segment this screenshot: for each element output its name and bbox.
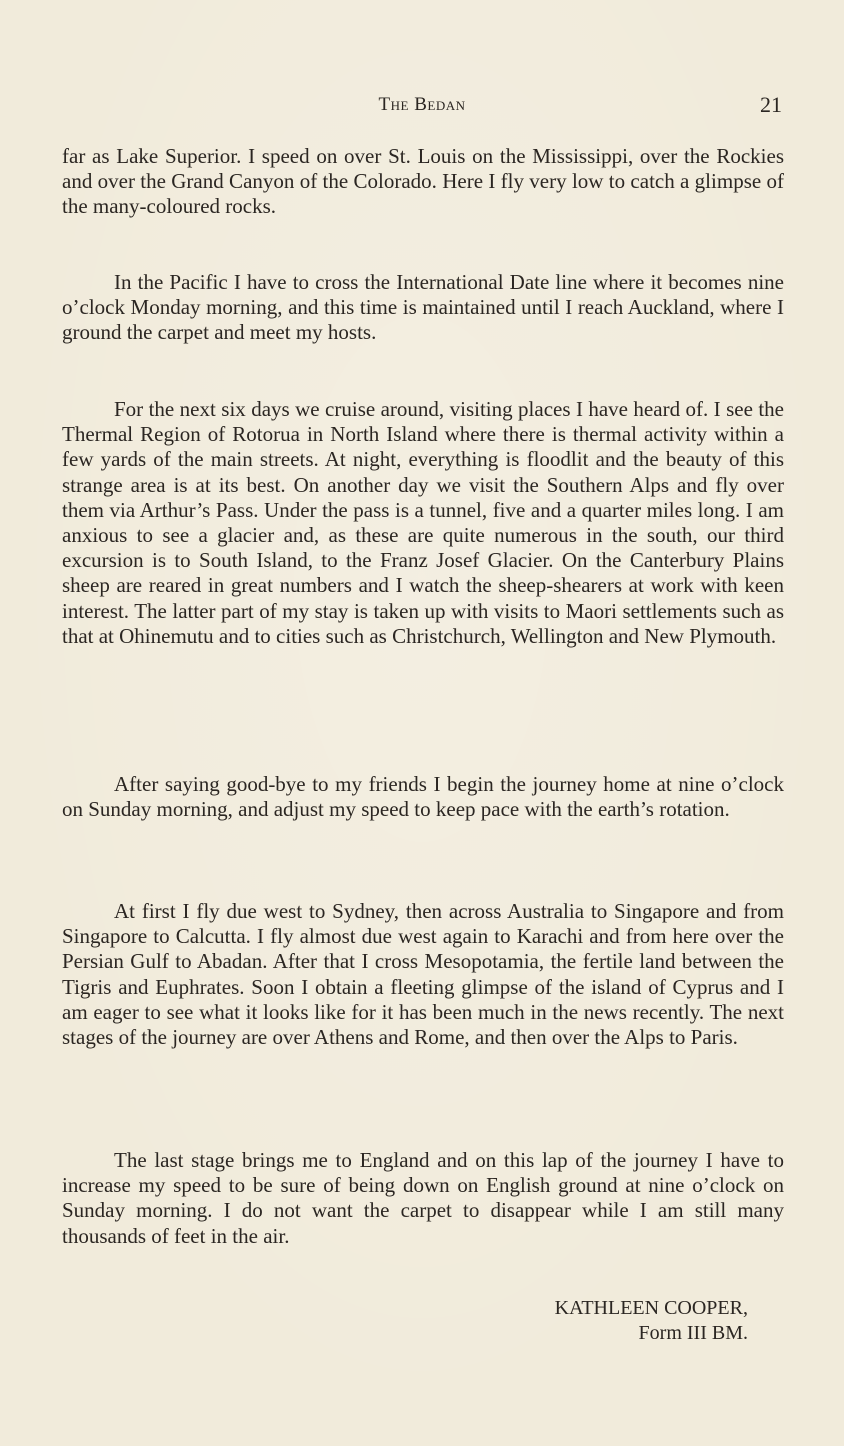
paragraph-first-west: At first I fly due west to Sydney, then across Australia to Singapore and from Singapore to Calcutta. I fly almost due west again to Karachi and from here over the Persian Gulf to Abadan. After that I cross Mesopotamia, the fertile land between the Tigris and Euphrates. Soon I obtain a fleeting glimpse of the island of Cyprus and I am eager to see what it looks like for it has been much in the news recently. The next stages of the journey are over Athens and Rome, and then over the Alps to Paris. — [62, 899, 784, 1050]
paragraph-pacific: In the Pacific I have to cross the International Date line where it becomes nine o’clock Monday morning, and this time is maintained until I reach Auckland, where I ground the carpet and meet my hosts. — [62, 270, 784, 345]
author-form: Form III BM. — [638, 1322, 748, 1344]
paragraph-six-days: For the next six days we cruise around, visiting places I have heard of. I see the Thermal Region of Rotorua in North Island where there is thermal activity within a few yards of the main streets. At night, everything is floodlit and the beauty of this strange area is at its best. On another day we visit the Southern Alps and fly over them via Arthur’s Pass. Under the pass is a tunnel, five and a quarter miles long. I am anxious to see a glacier and, as these are quite numerous in the south, our third excursion is to South Island, to the Franz Josef Glacier. On the Canterbury Plains sheep are reared in great numbers and I watch the sheep-shearers at work with keen interest. The latter part of my stay is taken up with visits to Maori settlements such as that at Ohinemutu and to cities such as Christchurch, Wellington and New Plymouth. — [62, 397, 784, 648]
paragraph-lake-superior: far as Lake Superior. I speed on over St. Louis on the Mississippi, over the Rockies and over the Grand Canyon of the Colorado. Here I fly very low to catch a glimpse of the many-coloured rocks. — [62, 144, 784, 219]
paragraph-last-stage: The last stage brings me to England and on this lap of the journey I have to increase my speed to be sure of being down on English ground at nine o’clock on Sunday morning. I do not want the carpet to disappear while I am still many thousands of feet in the air. — [62, 1148, 784, 1248]
running-title: The Bedan — [378, 94, 466, 115]
signature-block — [555, 1296, 748, 1346]
author-name: KATHLEEN COOPER, — [554, 1297, 748, 1319]
page-number: 21 — [760, 92, 782, 117]
running-head — [62, 94, 782, 124]
paragraph-good-bye: After saying good-bye to my friends I begin the journey home at nine o’clock on Sunday morning, and adjust my speed to keep pace with the earth’s rotation. — [62, 772, 784, 822]
